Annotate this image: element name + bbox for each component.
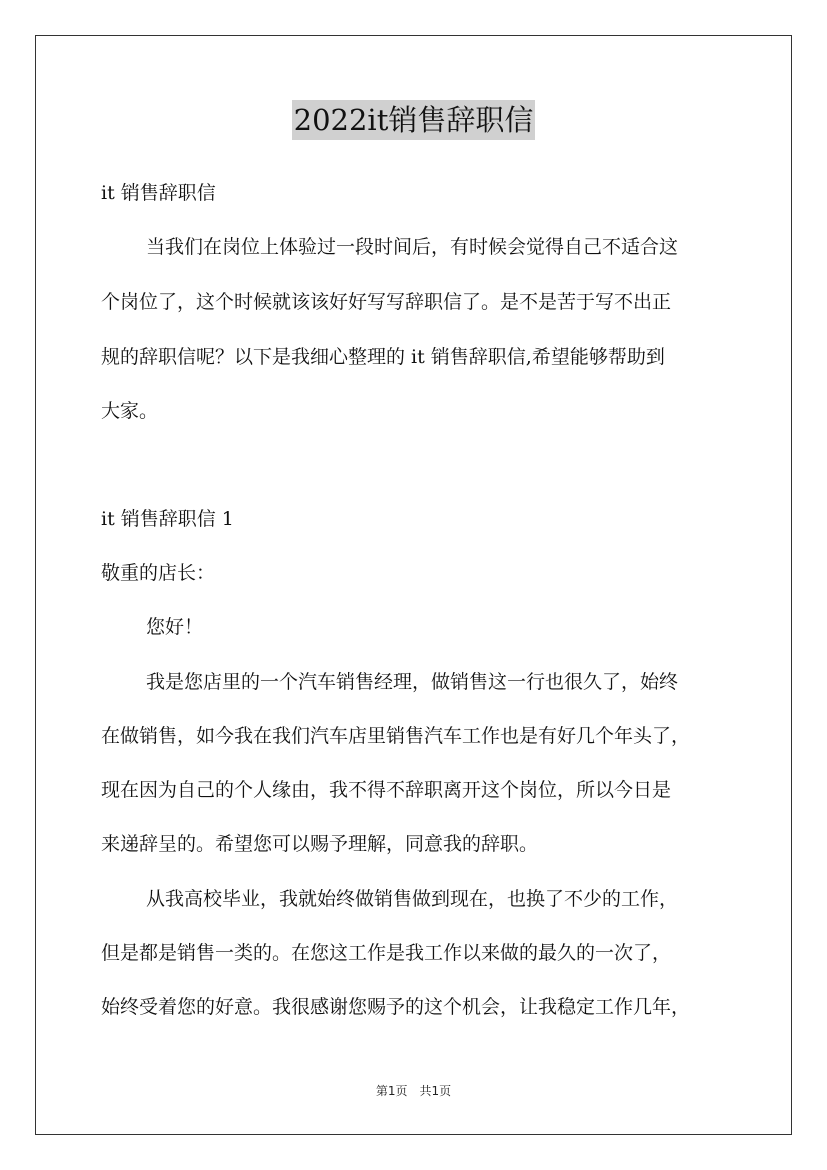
salutation: 敬重的店长： [101, 562, 216, 584]
section-heading: it 销售辞职信 [101, 182, 216, 204]
title-container [0, 100, 827, 140]
paragraph-line: 规的辞职信呢？以下是我细心整理的 it 销售辞职信,希望能够帮助到 [101, 346, 665, 368]
paragraph-line: 现在因为自己的个人缘由，我不得不辞职离开这个岗位，所以今日是 [101, 779, 672, 801]
section-heading: it 销售辞职信 1 [101, 508, 234, 530]
paragraph-line: 个岗位了，这个时候就该该好好写写辞职信了。是不是苦于写不出正 [101, 291, 672, 313]
paragraph-line: 当我们在岗位上体验过一段时间后，有时候会觉得自己不适合这 [146, 236, 679, 258]
paragraph-line: 来递辞呈的。希望您可以赐予理解，同意我的辞职。 [101, 833, 539, 855]
paragraph-line: 始终受着您的好意。我很感谢您赐予的这个机会，让我稳定工作几年， [101, 996, 691, 1018]
greeting: 您好！ [146, 616, 204, 638]
paragraph-line: 从我高校毕业，我就始终做销售做到现在，也换了不少的工作， [146, 888, 679, 910]
paragraph-line: 但是都是销售一类的。在您这工作是我工作以来做的最久的一次了， [101, 942, 672, 964]
page-number-footer: 第1页 共1页 [375, 1084, 452, 1098]
paragraph-line: 在做销售，如今我在我们汽车店里销售汽车工作也是有好几个年头了， [101, 725, 691, 747]
document-title: 2022it销售辞职信 [292, 100, 536, 140]
paragraph-line: 我是您店里的一个汽车销售经理，做销售这一行也很久了，始终 [146, 671, 679, 693]
paragraph-line: 大家。 [101, 400, 159, 422]
